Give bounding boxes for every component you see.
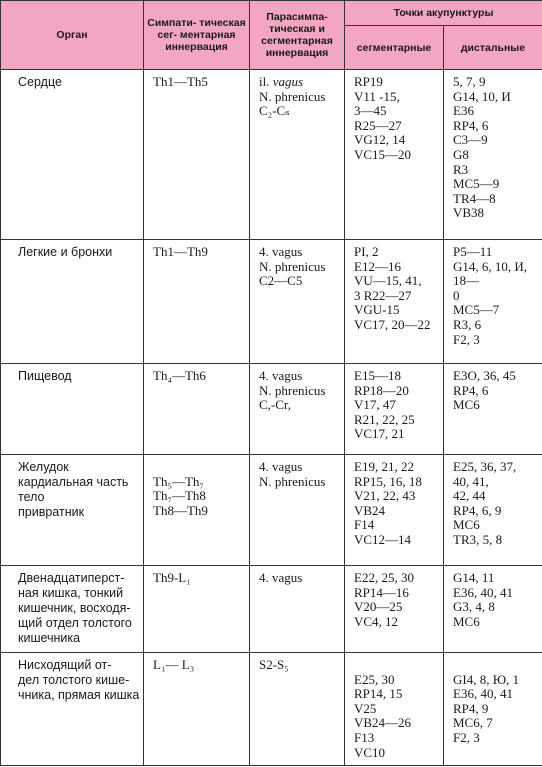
table-row xyxy=(1,70,542,240)
parasympathetic-cell xyxy=(250,455,345,566)
distal-cell xyxy=(444,566,542,653)
cell-line: MC6 xyxy=(453,517,480,533)
header-parasympathetic: Парасимпа- тическая и сегментарная иннервация xyxy=(250,1,345,70)
cell-line: щий отдел толстого xyxy=(18,616,132,630)
table-row xyxy=(1,653,542,766)
cell-line: E25, 36, 37, xyxy=(453,459,517,474)
cell-line: VC10 xyxy=(354,744,386,760)
cell-line: Th9-L₁ xyxy=(153,570,191,585)
cell-line: 4. vagus xyxy=(259,244,303,259)
cell-line: N. phrenicus xyxy=(259,382,326,398)
cell-line: F13 xyxy=(354,729,375,745)
organ-cell xyxy=(1,455,144,566)
table-header xyxy=(1,1,542,70)
cell-line: 5, 7, 9 xyxy=(453,74,486,89)
organ-cell xyxy=(1,364,144,455)
cell-line: 4. vagus xyxy=(259,459,303,474)
cell-line: RP4, 9 xyxy=(453,700,489,716)
cell-line: R21, 22, 25 xyxy=(354,411,415,427)
cell-line: E25, 30 xyxy=(354,671,395,687)
cell-line: E36, 40, 41 xyxy=(453,584,513,600)
distal-cell xyxy=(444,653,542,766)
cell-line: Th₄—Th6 xyxy=(153,368,206,383)
parasympathetic-cell xyxy=(250,364,345,455)
table-row xyxy=(1,240,542,364)
cell-line: MC5—7 xyxy=(453,302,500,318)
cell-line: Сердце xyxy=(18,75,62,89)
table-row xyxy=(1,364,542,455)
cell-line: G14, 6, 10, И, xyxy=(453,258,528,274)
organ-cell xyxy=(1,70,144,240)
cell-line: TR3, 5, 8 xyxy=(453,531,503,547)
cell-line: G8 xyxy=(453,146,469,162)
cell-line: V25 xyxy=(354,700,377,716)
sympathetic-cell xyxy=(144,240,250,364)
cell-line: C,-Cr, xyxy=(259,397,291,413)
cell-line: GI4, 8, Ю, 1 xyxy=(453,671,520,687)
cell-line: RP14, 15 xyxy=(354,686,403,702)
cell-line: дел толстого кише- xyxy=(18,673,130,687)
cell-line: E15—18 xyxy=(354,368,401,383)
cell-line: Пищевод xyxy=(18,369,72,383)
cell-line xyxy=(354,658,437,673)
cell-line: ная кишка, тонкий xyxy=(18,586,124,600)
cell-line: S2-S₅ xyxy=(259,657,289,672)
cell-line: VB24 xyxy=(354,502,386,518)
cell-line: V11 -15, xyxy=(354,88,400,104)
distal-cell xyxy=(444,364,542,455)
cell-line: Th1—Th5 xyxy=(153,74,208,89)
segmental-cell xyxy=(345,566,444,653)
cell-line: E3O, 36, 45 xyxy=(453,368,516,383)
cell-line: Th₅—Th₇ xyxy=(153,473,204,489)
cell-line: Желудок xyxy=(18,460,69,474)
cell-line: E12—16 xyxy=(354,258,401,274)
cell-line: 3—45 xyxy=(354,103,387,119)
cell-line: il. vagus xyxy=(259,74,304,89)
sympathetic-cell xyxy=(144,566,250,653)
cell-line: RP15, 16, 18 xyxy=(354,473,422,489)
cell-line: 4. vagus xyxy=(259,368,303,383)
table-row xyxy=(1,455,542,566)
cell-line: 18— xyxy=(453,273,479,289)
cell-line: кардиальная часть xyxy=(18,475,129,489)
sympathetic-cell xyxy=(144,455,250,566)
parasympathetic-cell xyxy=(250,70,345,240)
cell-line: RP18—20 xyxy=(354,382,409,398)
cell-line: RP19 xyxy=(354,74,383,89)
cell-line: PI, 2 xyxy=(354,244,379,259)
header-points: Точки акупунктуры xyxy=(345,1,542,26)
cell-line xyxy=(453,658,536,673)
cell-line: VGU-15 xyxy=(354,302,400,318)
organ-cell xyxy=(1,240,144,364)
cell-line: VG12, 14 xyxy=(354,132,406,148)
cell-line: 42, 44 xyxy=(453,488,486,504)
cell-line: MC6 xyxy=(453,613,480,629)
cell-line: Двенадцатиперст- xyxy=(18,571,125,585)
cell-line: VC17, 20—22 xyxy=(354,316,431,332)
cell-line: E19, 21, 22 xyxy=(354,459,414,474)
cell-line: P5—11 xyxy=(453,244,493,259)
cell-line: G3, 4, 8 xyxy=(453,599,495,615)
cell-line: VC15—20 xyxy=(354,146,412,162)
header-distal: дистальные xyxy=(444,26,542,70)
cell-line: F2, 3 xyxy=(453,331,480,347)
cell-line: F14 xyxy=(354,517,375,533)
segmental-cell xyxy=(345,364,444,455)
cell-line: 0 xyxy=(453,287,460,303)
cell-line: 4. vagus xyxy=(259,570,303,585)
cell-line: VB24—26 xyxy=(354,715,412,731)
cell-line: N. phrenicus xyxy=(259,258,326,274)
sympathetic-cell xyxy=(144,364,250,455)
cell-line: R3, 6 xyxy=(453,316,482,332)
cell-line: V17, 47 xyxy=(354,397,396,413)
cell-line: V21, 22, 43 xyxy=(354,488,416,504)
cell-line: Легкие и бронхи xyxy=(18,245,113,259)
cell-line: MC5—9 xyxy=(453,176,500,192)
cell-line: N. phrenicus xyxy=(259,473,326,489)
organ-cell xyxy=(1,566,144,653)
cell-line: VC17, 21 xyxy=(354,426,405,442)
cell-line: VU—15, 41, xyxy=(354,273,422,289)
cell-line: привратник xyxy=(18,505,85,519)
cell-line: L₁— L₃ xyxy=(153,657,195,672)
cell-line: R3 xyxy=(453,161,469,177)
header-organ: Орган xyxy=(1,1,144,70)
cell-line: RP4, 6 xyxy=(453,382,489,398)
segmental-cell xyxy=(345,455,444,566)
cell-line: G14, 10, И xyxy=(453,88,511,104)
cell-line: RP4, 6, 9 xyxy=(453,502,502,518)
cell-line: VB38 xyxy=(453,205,485,221)
parasympathetic-cell xyxy=(250,566,345,653)
distal-cell xyxy=(444,70,542,240)
cell-line: тело xyxy=(18,490,45,504)
header-segmental: сегментарные xyxy=(345,26,444,70)
parasympathetic-cell xyxy=(250,653,345,766)
cell-line: Th1—Th9 xyxy=(153,244,208,259)
cell-line: F2, 3 xyxy=(453,729,480,745)
parasympathetic-cell xyxy=(250,240,345,364)
cell-line: кишечника xyxy=(18,631,81,645)
cell-line: C3—9 xyxy=(453,132,488,148)
cell-line: 3 R22—27 xyxy=(354,287,412,303)
cell-line: E36 xyxy=(453,103,474,119)
cell-line: R25—27 xyxy=(354,117,402,133)
cell-line: кишечник, восходя- xyxy=(18,601,131,615)
distal-cell xyxy=(444,455,542,566)
table-row xyxy=(1,566,542,653)
distal-cell xyxy=(444,240,542,364)
cell-line: N. phrenicus xyxy=(259,88,326,104)
cell-line: C₂-Cₛ xyxy=(259,103,290,119)
cell-line: RP14—16 xyxy=(354,584,409,600)
table-body xyxy=(1,70,542,766)
cell-line: VC4, 12 xyxy=(354,613,399,629)
cell-line: MC6, 7 xyxy=(453,715,493,731)
cell-line: TR4—8 xyxy=(453,190,496,206)
cell-line: VC12—14 xyxy=(354,531,412,547)
cell-line: 40, 41, xyxy=(453,473,489,489)
cell-line: E36, 40, 41 xyxy=(453,686,513,702)
cell-line: Нисходящий от- xyxy=(18,658,112,672)
cell-line: E22, 25, 30 xyxy=(354,570,414,585)
segmental-cell xyxy=(345,70,444,240)
sympathetic-cell xyxy=(144,653,250,766)
cell-line: RP4, 6 xyxy=(453,117,489,133)
cell-line: V20—25 xyxy=(354,599,403,615)
header-sympathetic: Симпати- тическая сег- ментарная иннервация xyxy=(144,1,250,70)
cell-line: MC6 xyxy=(453,397,480,413)
cell-line: C2—C5 xyxy=(259,273,303,289)
cell-line: Th₇—Th8 xyxy=(153,488,206,504)
cell-line: Th8—Th9 xyxy=(153,502,208,518)
organ-cell xyxy=(1,653,144,766)
cell-line xyxy=(153,460,243,475)
segmental-cell xyxy=(345,240,444,364)
cell-line: чника, прямая кишка xyxy=(18,688,140,702)
sympathetic-cell xyxy=(144,70,250,240)
segmental-cell xyxy=(345,653,444,766)
cell-line: G14, 11 xyxy=(453,570,495,585)
